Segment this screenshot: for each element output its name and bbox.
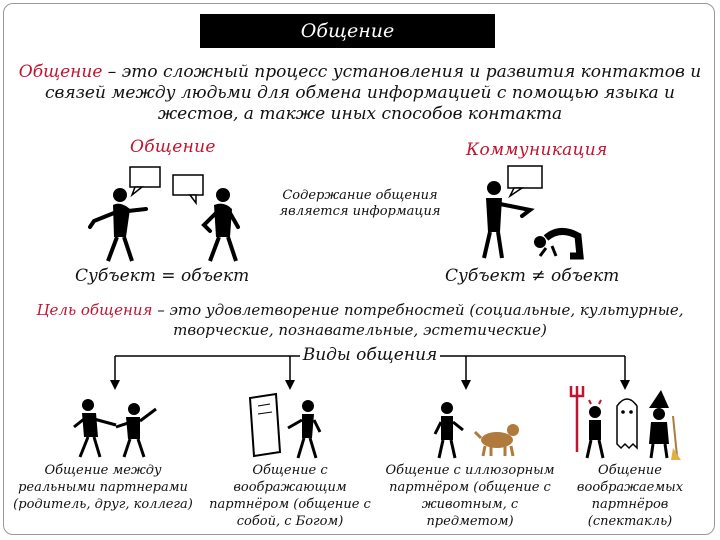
person-icon	[74, 399, 116, 457]
left-relation: Субъект = объект	[75, 266, 250, 286]
right-heading: Коммуникация	[466, 140, 608, 160]
center-note: Содержание общения является информация	[279, 188, 441, 219]
person-icon	[435, 402, 463, 458]
witch-icon	[649, 390, 681, 460]
type-caption-3: Общение с иллюзорным партнёром (общение с животным, с предметом)	[385, 463, 555, 529]
slide-title: Общение	[200, 14, 495, 48]
type-caption-2: Общение с воображающим партнёром (общение с собой, с Богом)	[209, 463, 371, 529]
type-real-partners-image	[70, 395, 170, 460]
goal-text: – это удовлетворение потребностей (социальные, культурные, творческие, познавательные, эстетические)	[152, 301, 684, 339]
person-icon	[116, 403, 156, 457]
definition-term: Общение	[18, 62, 103, 82]
right-relation: Субъект ≠ объект	[445, 266, 620, 286]
type-performance-image	[565, 382, 685, 462]
goal-term: Цель общения	[36, 301, 153, 319]
left-heading: Общение	[130, 137, 216, 157]
definition-text: – это сложный процесс установления и развития контактов и связей между людьми для обмена информацией с помощью языка и жестов, а также иных способов контакта	[44, 62, 702, 124]
type-caption-1: Общение между реальными партнерами (родитель, друг, коллега)	[13, 463, 193, 512]
type-caption-4: Общение воображаемых партнёров (спектакль)	[576, 463, 684, 529]
devil-icon	[571, 386, 603, 458]
types-heading: Виды общения	[300, 345, 440, 365]
ghost-icon	[617, 399, 637, 448]
type-imaginary-partner-image	[240, 392, 340, 460]
dog-icon	[475, 424, 519, 456]
type-illusory-partner-image	[425, 398, 525, 460]
mirror-icon	[250, 394, 280, 456]
person-icon	[288, 400, 320, 458]
